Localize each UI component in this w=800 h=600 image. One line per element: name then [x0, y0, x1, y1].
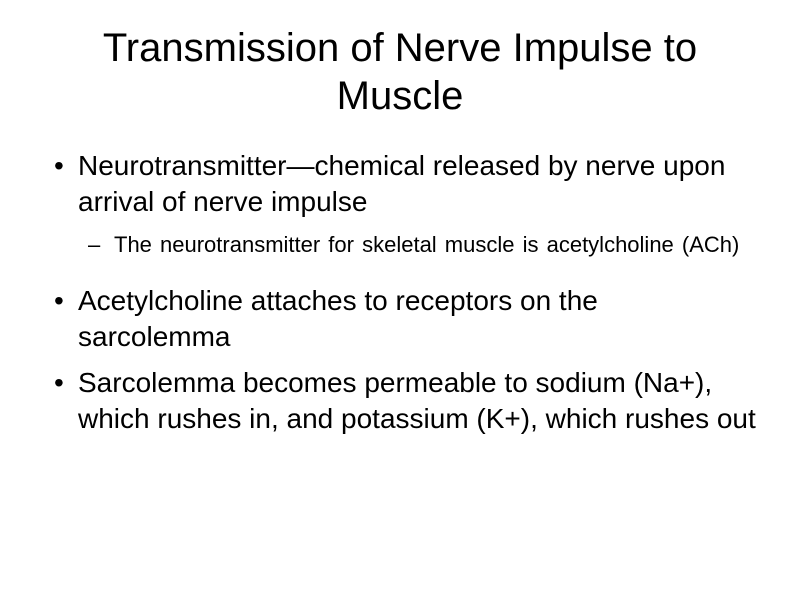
slide-title: Transmission of Nerve Impulse to Muscle [102, 26, 698, 118]
bullet-marker: • [54, 285, 64, 316]
sub-bullet-marker: – [88, 232, 101, 257]
bullet-text: Sarcolemma becomes permeable to sodium (Na+), which rushes in, and potassium (K+), which rushes out [78, 367, 756, 434]
sub-bullet-text: The neurotransmitter for skeletal muscle is acetylcholine (ACh) [114, 232, 740, 257]
slide-content [48, 148, 758, 447]
bullet-marker: • [54, 367, 64, 398]
bullet-text: Acetylcholine attaches to receptors on the sarcolemma [78, 285, 598, 352]
bullet-item [48, 283, 758, 355]
bullet-marker: • [54, 150, 64, 181]
bullet-item [48, 365, 758, 437]
sub-bullet-item [48, 230, 758, 259]
bullet-item [48, 148, 758, 220]
bullet-text: Neurotransmitter—chemical released by nerve upon arrival of nerve impulse [78, 150, 726, 217]
